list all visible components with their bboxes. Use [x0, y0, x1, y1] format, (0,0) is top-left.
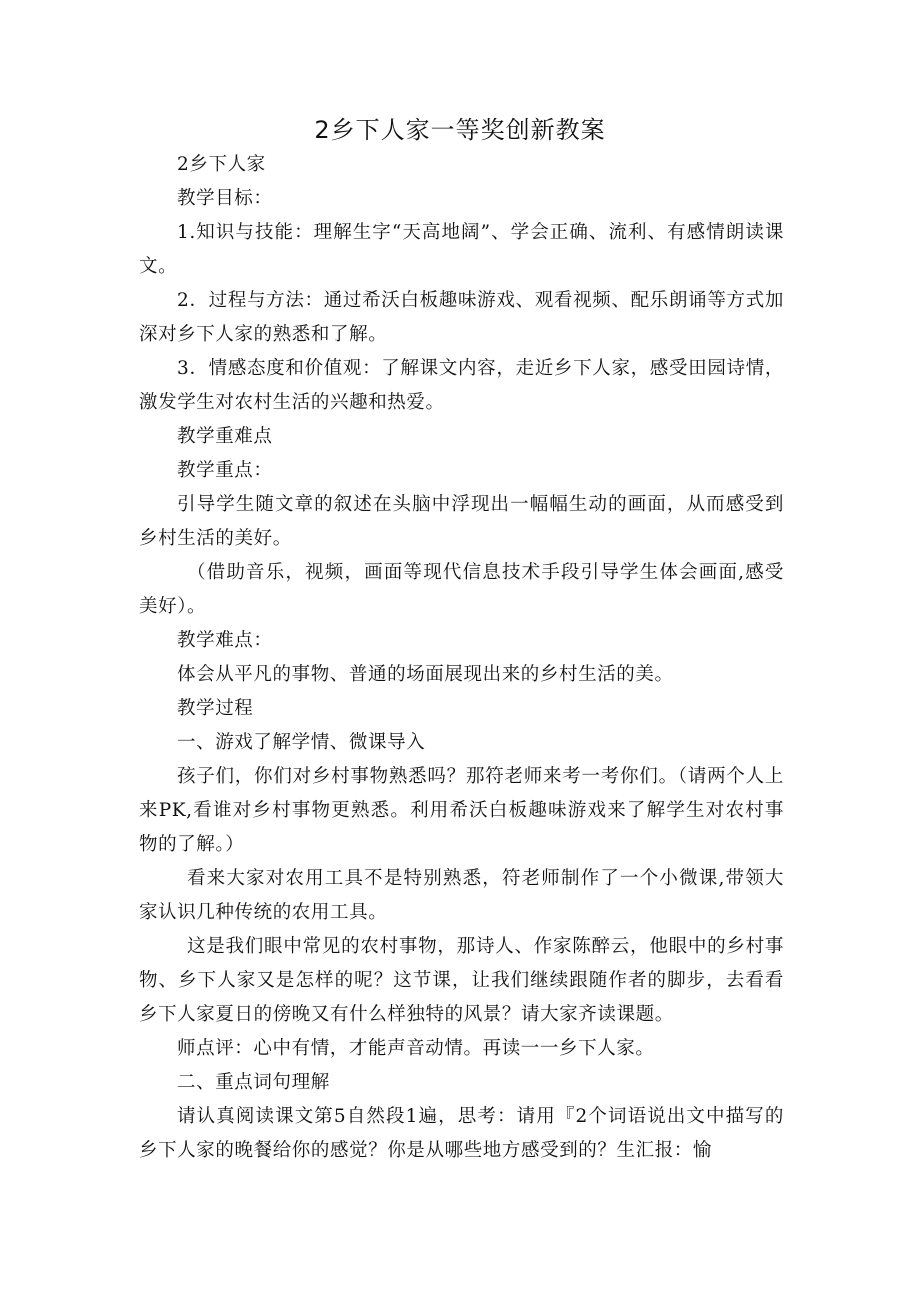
- document-title: 2乡下人家一等奖创新教案: [314, 116, 606, 144]
- paragraph-goal-2: 2．过程与方法：通过希沃白板趣味游戏、观看视频、配乐朗诵等方式加深对乡下人家的熟悉和了解。: [139, 290, 784, 345]
- paragraph-key-difficult-heading: 教学重难点: [177, 426, 273, 447]
- paragraph-teacher-comment: 师点评：心中有情，才能声音动情。再读一一乡下人家。: [177, 1038, 655, 1059]
- paragraph-goals-heading: 教学目标：: [177, 188, 273, 209]
- paragraph-section-2-heading: 二、重点词句理解: [177, 1072, 330, 1093]
- paragraph-goal-3: 3．情感态度和价值观：了解课文内容，走近乡下人家，感受田园诗情，激发学生对农村生活的兴趣和热爱。: [139, 358, 784, 413]
- paragraph-difficult-text: 体会从平凡的事物、普通的场面展现出来的乡村生活的美。: [177, 664, 674, 685]
- paragraph-goal-1: 1.知识与技能：理解生字“天高地阔”、学会正确、流利、有感情朗读课文。: [139, 222, 784, 277]
- paragraph-key-heading: 教学重点：: [177, 460, 273, 481]
- paragraph-key-text: 引导学生随文章的叙述在头脑中浮现出一幅幅生动的画面，从而感受到乡村生活的美好。: [139, 494, 784, 549]
- paragraph-section-1-microclass: 看来大家对农用工具不是特别熟悉，符老师制作了一个小微课,带领大家认识几种传统的农用工具。: [139, 868, 784, 923]
- paragraph-section-1-transition: 这是我们眼中常见的农村事物，那诗人、作家陈醉云，他眼中的乡村事物、乡下人家又是怎样的呢？这节课，让我们继续跟随作者的脚步，去看看乡下人家夏日的傍晚又有什么样独特的风景？请大家齐读课题。: [139, 936, 784, 1025]
- document-body: [139, 148, 784, 1168]
- paragraph-difficult-heading: 教学难点：: [177, 630, 273, 651]
- paragraph-subtitle: 2乡下人家: [177, 154, 266, 175]
- paragraph-section-2-text: 请认真阅读课文第5自然段1遍，思考：请用『2个词语说出文中描写的乡下人家的晚餐给你的感觉？你是从哪些地方感受到的？生汇报：愉: [139, 1106, 784, 1161]
- paragraph-process-heading: 教学过程: [177, 698, 254, 719]
- paragraph-key-note: （借助音乐，视频，画面等现代信息技术手段引导学生体会画面,感受美好）。: [139, 562, 784, 617]
- paragraph-section-1-heading: 一、游戏了解学情、微课导入: [177, 732, 426, 753]
- paragraph-section-1-intro: 孩子们，你们对乡村事物熟悉吗？那符老师来考一考你们。（请两个人上来PK,看谁对乡村事物更熟悉。利用希沃白板趣味游戏来了解学生对农村事物的了解。）: [139, 766, 784, 855]
